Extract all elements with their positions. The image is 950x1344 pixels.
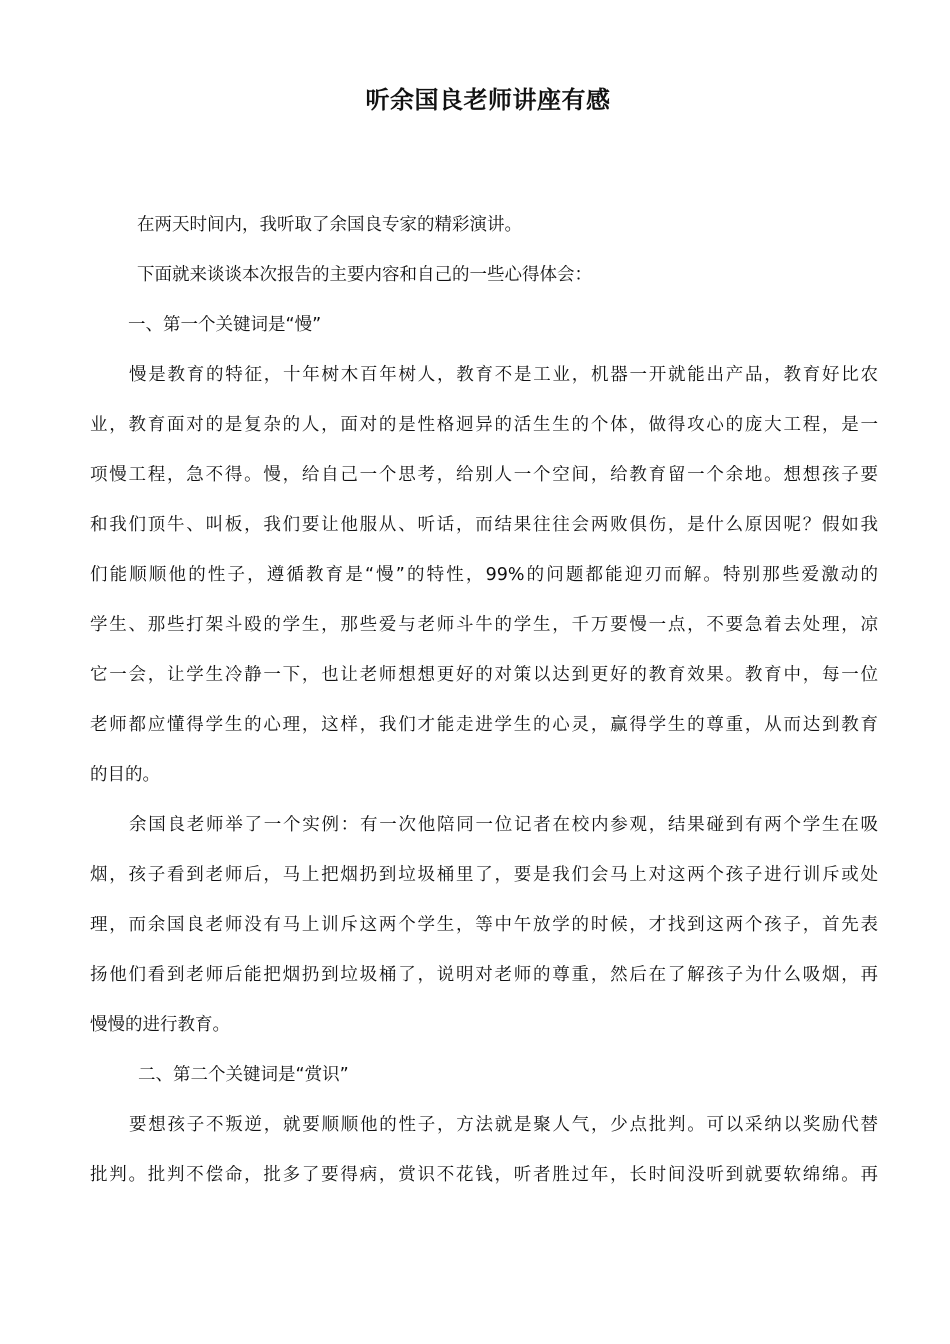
paragraph-line: 和我们顶牛、叫板，我们要让他服从、听话，而结果往往会两败俱伤，是什么原因呢？假如我 [90,515,878,535]
paragraph-line: 的目的。 [90,765,160,785]
paragraph-intro-line: 在两天时间内，我听取了余国良专家的精彩演讲。 [137,215,522,235]
paragraph-line: 们能顺顺他的性子，遵循教育是“慢”的特性，99%的问题都能迎刃而解。特别那些爱激动的 [90,565,878,585]
paragraph-line: 它一会，让学生冷静一下，也让老师想想更好的对策以达到更好的教育效果。教育中，每一位 [90,665,878,685]
paragraph-line: 学生、那些打架斗殴的学生，那些爱与老师斗牛的学生，千万要慢一点，不要急着去处理，凉 [90,615,878,635]
section-heading-1: 一、第一个关键词是“慢” [128,315,322,335]
section-heading-2: 二、第二个关键词是“赏识” [138,1065,349,1085]
paragraph-line: 要想孩子不叛逆，就要顺顺他的性子，方法就是聚人气，少点批判。可以采纳以奖励代替 [129,1115,878,1135]
paragraph-line: 业，教育面对的是复杂的人，面对的是性格迥异的活生生的个体，做得攻心的庞大工程，是一 [90,415,878,435]
paragraph-line: 扬他们看到老师后能把烟扔到垃圾桶了，说明对老师的尊重，然后在了解孩子为什么吸烟，再 [90,965,878,985]
paragraph-line: 慢是教育的特征，十年树木百年树人，教育不是工业，机器一开就能出产品，教育好比农 [129,365,878,385]
paragraph-line: 烟，孩子看到老师后，马上把烟扔到垃圾桶里了，要是我们会马上对这两个孩子进行训斥或处 [90,865,878,885]
paragraph-line: 老师都应懂得学生的心理，这样，我们才能走进学生的心灵，赢得学生的尊重，从而达到教育 [90,715,878,735]
document-title: 听余国良老师讲座有感 [365,86,611,114]
paragraph-line: 批判。批判不偿命，批多了要得病，赏识不花钱，听者胜过年，长时间没听到就要软绵绵。再 [90,1165,878,1185]
paragraph-line: 慢慢的进行教育。 [90,1015,230,1035]
paragraph-line: 项慢工程，急不得。慢，给自己一个思考，给别人一个空间，给教育留一个余地。想想孩子要 [90,465,878,485]
paragraph-summary-line: 下面就来谈谈本次报告的主要内容和自己的一些心得体会： [137,265,592,285]
paragraph-line: 理，而余国良老师没有马上训斥这两个学生，等中午放学的时候，才找到这两个孩子，首先表 [90,915,878,935]
paragraph-line: 余国良老师举了一个实例：有一次他陪同一位记者在校内参观，结果碰到有两个学生在吸 [129,815,878,835]
